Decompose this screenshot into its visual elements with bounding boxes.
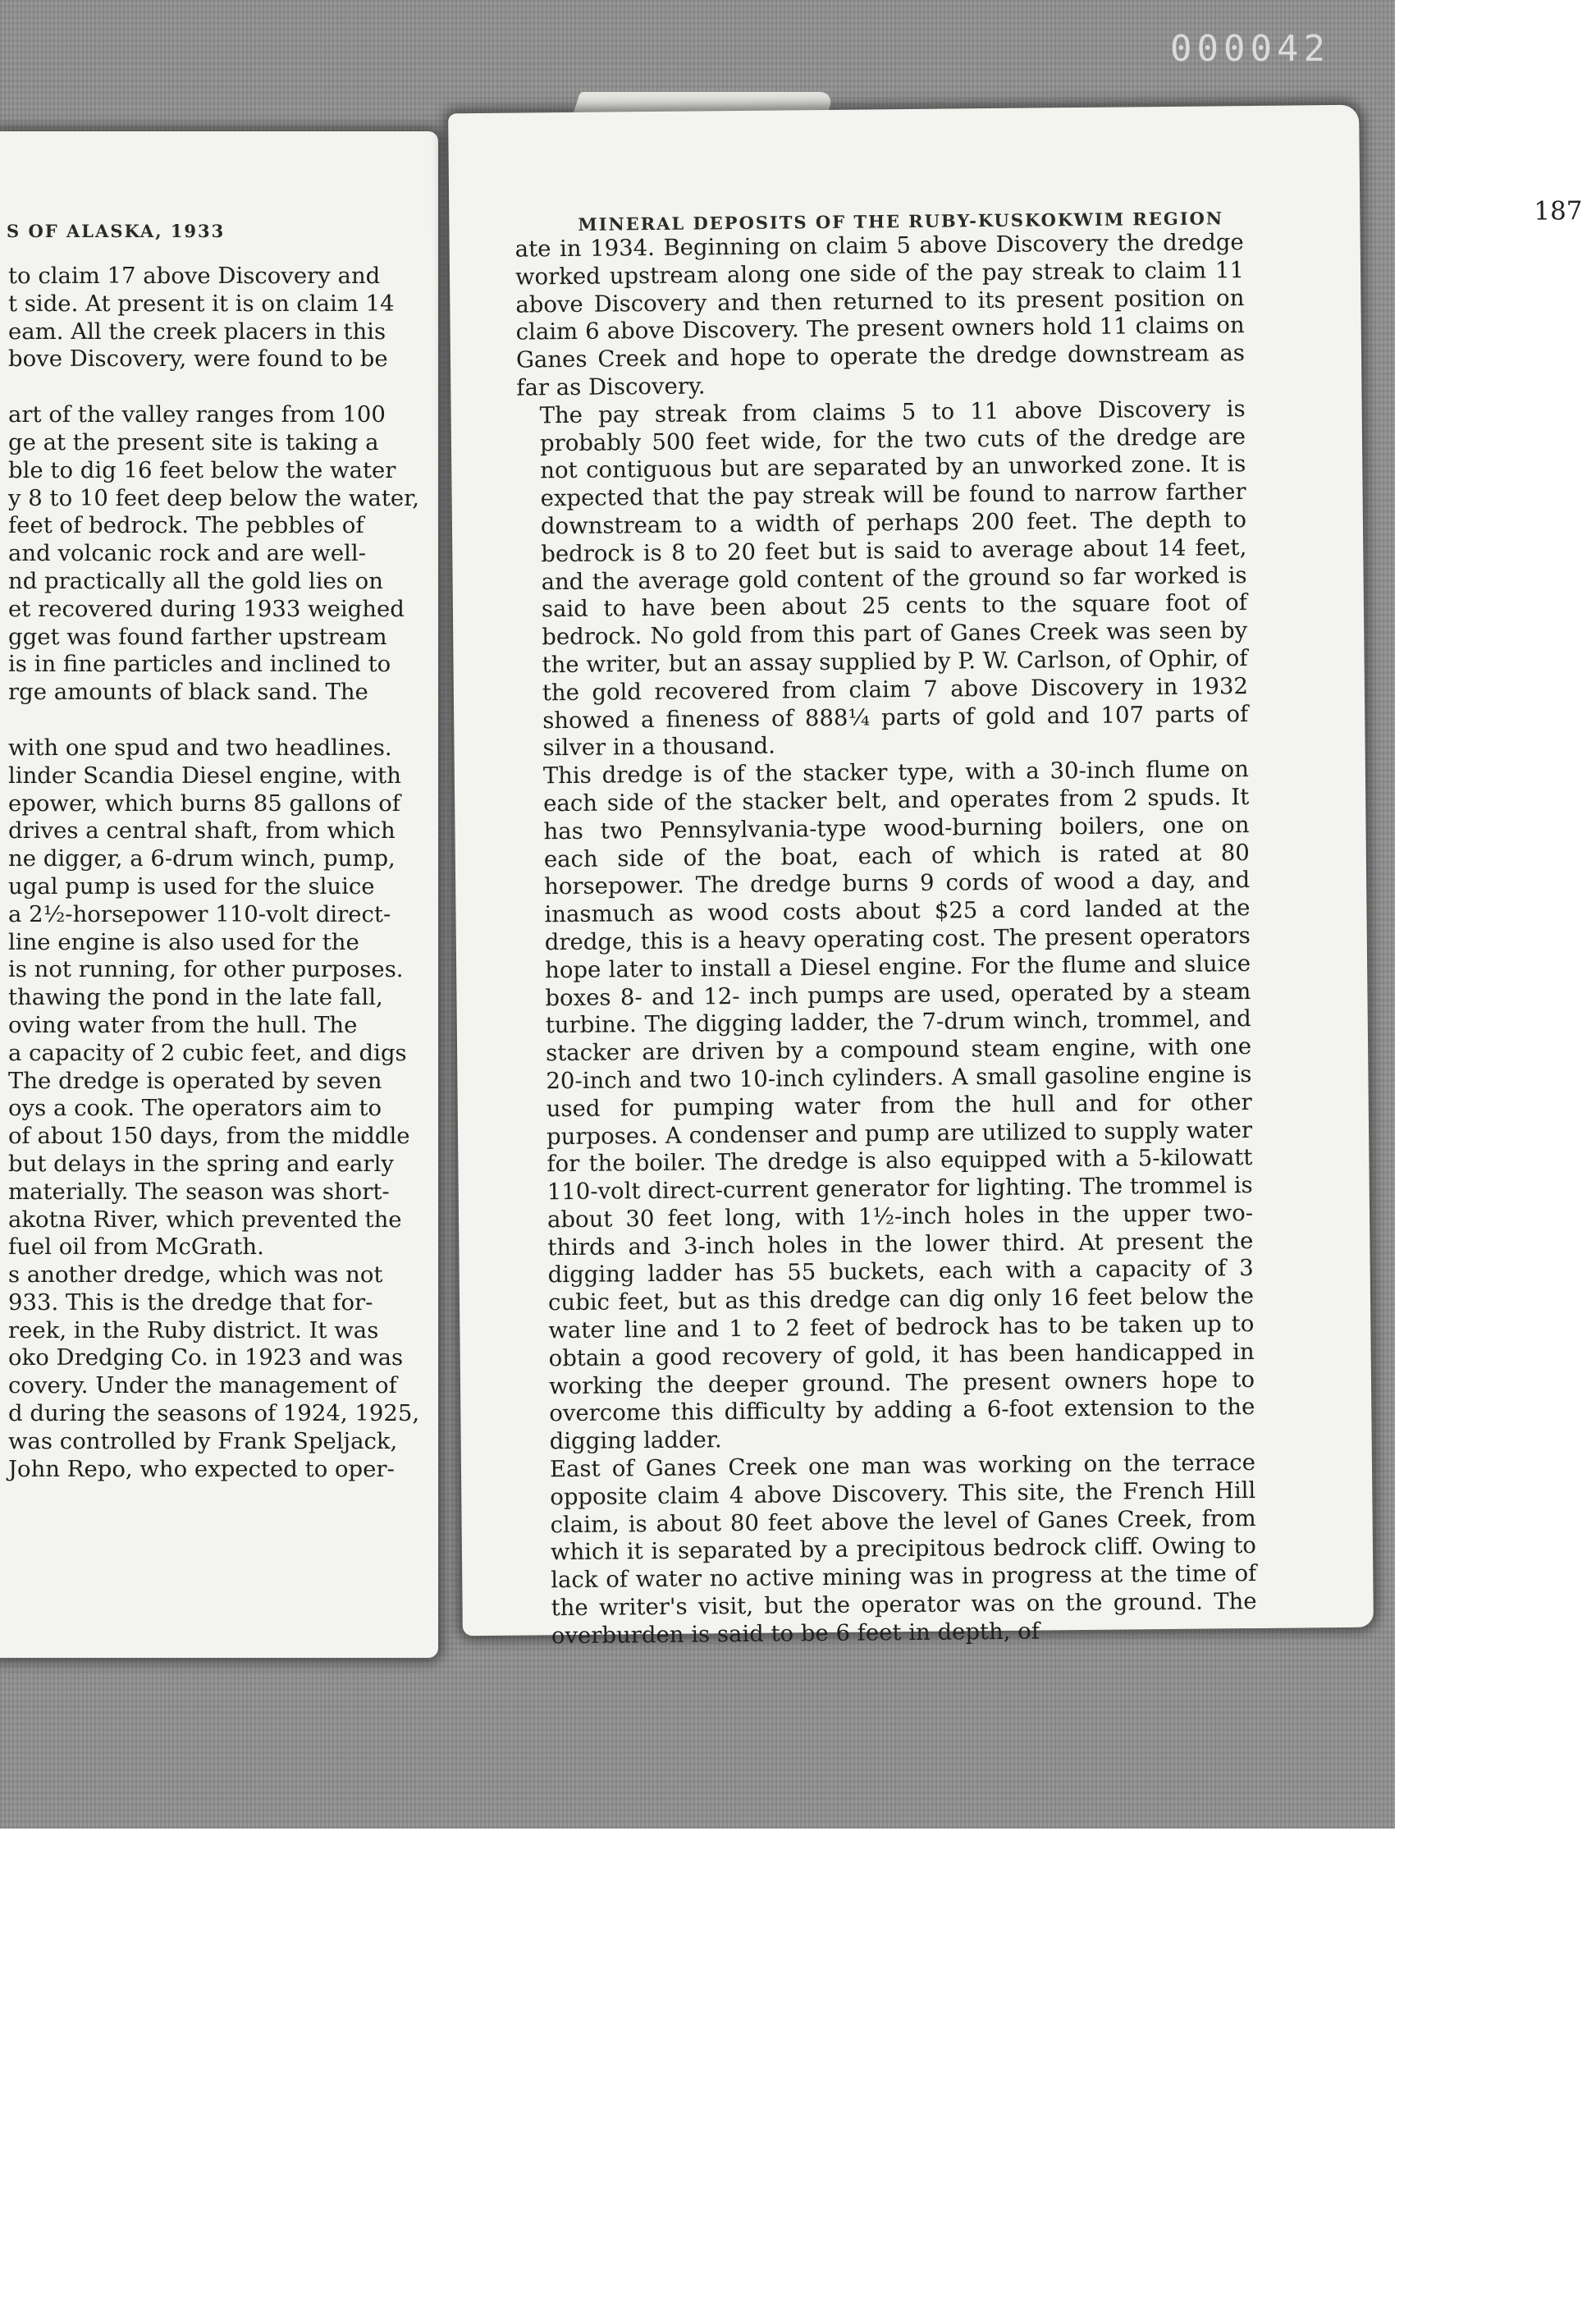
text-line: thawing the pond in the late fall, <box>8 984 383 1011</box>
text-line: oko Dredging Co. in 1923 and was <box>8 1344 404 1371</box>
text-line: was controlled by Frank Speljack, <box>8 1427 398 1454</box>
text-line: epower, which burns 85 gallons of <box>8 790 400 817</box>
paragraph: The pay streak from claims 5 to 11 above Discovery is probably 500 feet wide, for the two cuts of the dredge are not contiguous but are separated by an unworked zone. It is expected that the pay streak will be found to narrow farther downstream to a width of perhaps 200 feet. The depth to bedrock is 8 to 20 feet but is said to average about 14 feet, and the average gold content of the ground so far worked is said to have been about 25 cents to the square foot of bedrock. No gold from this part of Ganes Creek was seen by the writer, but an assay supplied by P. W. Carlson, of Ophir, of the gold recovered from claim 7 above Discovery in 1932 showed a fineness of 888¼ parts of gold and 107 parts of silver in a thousand. <box>539 395 1249 762</box>
text-line: feet of bedrock. The pebbles of <box>8 512 364 539</box>
text-line: but delays in the spring and early <box>8 1150 394 1177</box>
text-line: with one spud and two headlines. <box>8 734 392 761</box>
text-line: ge at the present site is taking a <box>8 428 379 455</box>
text-line: is not running, for other purposes. <box>8 956 404 983</box>
text-line: eam. All the creek placers in this <box>8 318 386 345</box>
text-line: of about 150 days, from the middle <box>8 1123 410 1150</box>
left-page-text <box>8 263 420 1483</box>
right-page <box>448 105 1583 1650</box>
text-line: et recovered during 1933 weighed <box>8 595 405 622</box>
paragraph: ate in 1934. Beginning on claim 5 above Discovery the dredge worked upstream along one side of the pay streak to claim 11 above Discovery and then returned to its present position on claim 6 above Discovery. The present owners hold 11 claims on Ganes Creek and hope to operate the dredge downstream as far as Discovery. <box>514 229 1246 401</box>
text-line: y 8 to 10 feet deep below the water, <box>8 484 420 511</box>
text-line: materially. The season was short- <box>8 1178 390 1205</box>
text-line: linder Scandia Diesel engine, with <box>8 762 401 789</box>
left-text-block-1 <box>8 263 395 373</box>
text-line: bove Discovery, were found to be <box>8 346 388 373</box>
paragraph: This dredge is of the stacker type, with a 30-inch flume on each side of the stacker belt, and operates from 2 spuds. It has two Pennsylvania-type wood-burning boilers, one on each side of the boat, each of which is rated at 80 horsepower. The dredge burns 9 cords of wood a day, and inasmuch as wood costs about $25 a cord landed at the dredge, this is a heavy operating cost. The present operators hope later to install a Diesel engine. For the flume and sluice boxes 8- and 12- inch pumps are used, operated by a steam turbine. The digging ladder, the 7-drum winch, trommel, and stacker are driven by a compound steam engine, with one 20-inch and two 10-inch cylinders. A small gasoline engine is used for pumping water from the hull and for other purposes. A condenser and pump are utilized to supply water for the boiler. The dredge is also equipped with a 5-kilowatt 110-volt direct-current generator for lighting. The trommel is about 30 feet long, with 1½-inch holes in the upper two-thirds and 3-inch holes in the lower third. At present the digging ladder has 55 buckets, each with a capacity of 3 cubic feet, but as this dredge can dig only 16 feet below the water line and 1 to 2 feet of bedrock has to be taken up to obtain a good recovery of gold, it has been handicapped in working the deeper ground. The present owners hope to overcome this difficulty by adding a 6-foot extension to the digging ladder. <box>542 756 1255 1455</box>
text-line: is in fine particles and inclined to <box>8 651 391 678</box>
left-page-header: S OF ALASKA, 1933 <box>7 221 226 241</box>
text-line: ne digger, a 6-drum winch, pump, <box>8 845 396 872</box>
document-stamp-number: 000042 <box>1170 28 1330 70</box>
page-number: 187 <box>1534 196 1583 227</box>
text-line: to claim 17 above Discovery and <box>8 263 381 289</box>
right-page-text <box>515 229 1258 1650</box>
text-line: line engine is also used for the <box>8 928 359 955</box>
text-line: 933. This is the dredge that for- <box>8 1289 373 1316</box>
text-line: t side. At present it is on claim 14 <box>8 290 395 317</box>
text-line: rge amounts of black sand. The <box>8 679 368 706</box>
text-line: ugal pump is used for the sluice <box>8 872 375 900</box>
left-text-block-2 <box>8 401 420 707</box>
text-line: drives a central shaft, from which <box>8 817 396 845</box>
text-line: a capacity of 2 cubic feet, and digs <box>8 1039 407 1066</box>
paragraph: East of Ganes Creek one man was working on the terrace opposite claim 4 above Discovery. This site, the French Hill claim, is about 80 feet above the level of Ganes Creek, from which it is separated by a precipitous bedrock cliff. Owing to lack of water no active mining was in progress at the time of the writer's visit, but the operator was on the ground. The overburden is said to be 6 feet in depth, of <box>549 1449 1257 1650</box>
text-line: The dredge is operated by seven <box>8 1067 382 1094</box>
text-line: fuel oil from McGrath. <box>8 1234 264 1261</box>
left-text-block-3 <box>8 734 420 1484</box>
text-line: John Repo, who expected to oper- <box>8 1455 395 1482</box>
text-line: a 2½-horsepower 110-volt direct- <box>8 900 391 927</box>
text-line: art of the valley ranges from 100 <box>8 401 386 428</box>
text-line: and volcanic rock and are well- <box>8 540 366 567</box>
text-line: d during the seasons of 1924, 1925, <box>8 1400 420 1427</box>
text-line: covery. Under the management of <box>8 1372 397 1399</box>
running-header: MINERAL DEPOSITS OF THE RUBY-KUSKOKWIM REGION <box>578 208 1224 235</box>
text-line: akotna River, which prevented the <box>8 1206 402 1233</box>
left-page <box>0 131 438 1658</box>
text-line: gget was found farther upstream <box>8 623 387 650</box>
text-line: oving water from the hull. The <box>8 1011 358 1038</box>
text-line: nd practically all the gold lies on <box>8 567 383 594</box>
text-line: oys a cook. The operators aim to <box>8 1095 382 1122</box>
text-line: ble to dig 16 feet below the water <box>8 456 396 483</box>
text-line: s another dredge, which was not <box>8 1261 383 1289</box>
text-line: reek, in the Ruby district. It was <box>8 1316 379 1344</box>
